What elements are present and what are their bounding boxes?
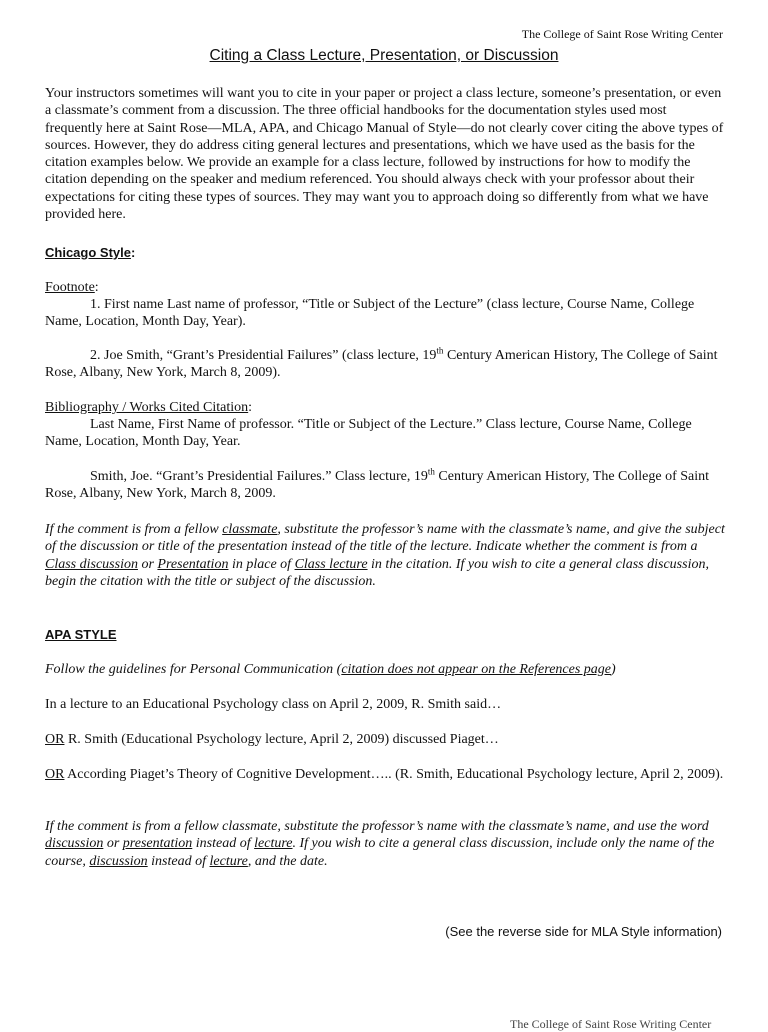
note-underlined-class-lecture: Class lecture: [294, 556, 368, 572]
footnote-label-colon: :: [94, 280, 99, 295]
chicago-heading-colon: :: [130, 245, 136, 260]
note-underlined-lecture: lecture: [254, 836, 293, 852]
note-underlined-presentation: presentation: [122, 836, 193, 852]
bibliography-example: [45, 468, 725, 503]
footnote-example: [45, 347, 725, 382]
guideline-underlined: citation does not appear on the References page: [341, 662, 612, 677]
note-text: If the comment is from a fellow: [45, 522, 223, 537]
apa-example-2-text: R. Smith (Educational Psychology lecture, April 2, 2009) discussed Piaget…: [64, 732, 499, 747]
note-text: or: [137, 556, 158, 572]
footnote-example-part-a: 2. Joe Smith, “Grant’s Presidential Failures” (class lecture, 19: [90, 348, 437, 363]
footnote-label-text: Footnote: [45, 280, 95, 295]
note-text: instead of: [147, 853, 210, 869]
apa-heading: APA STYLE: [45, 627, 117, 642]
note-underlined-lecture: lecture: [209, 853, 248, 869]
bibliography-label-text: Bibliography / Works Cited Citation: [45, 400, 249, 415]
chicago-heading-text: Chicago Style: [45, 245, 131, 260]
note-text: , and the date.: [247, 853, 328, 869]
note-text: If the comment is from a fellow classmate, substitute the professor’s name with the classmate’s name, and use the word: [45, 819, 709, 834]
or-label: OR: [45, 767, 65, 782]
note-underlined-discussion: discussion: [89, 853, 148, 869]
apa-example-3: [45, 766, 725, 783]
apa-example-1: In a lecture to an Educational Psychology class on April 2, 2009, R. Smith said…: [45, 697, 502, 712]
bottom-footer-text: The College of Saint Rose Writing Center: [510, 1017, 712, 1031]
note-underlined-class-discussion: Class discussion: [45, 556, 138, 572]
bibliography-example-part-b: Century American History, The College of Saint Rose, Albany, New York, March 8, 2009.: [45, 469, 710, 502]
note-underlined-discussion: discussion: [45, 836, 104, 852]
apa-example-3-text: According Piaget’s Theory of Cognitive Development….. (R. Smith, Educational Psychology lecture, April 2, 2009).: [64, 767, 724, 782]
chicago-classmate-note: [45, 521, 725, 590]
bibliography-example-sup: th: [427, 466, 435, 477]
footnote-example-part-b: Century American History, The College of Saint Rose, Albany, New York, March 8, 2009).: [45, 348, 718, 381]
note-underlined-presentation: Presentation: [157, 556, 229, 572]
institution-header: The College of Saint Rose Writing Center: [521, 27, 723, 41]
footnote-label: [45, 279, 725, 296]
note-text: instead of: [192, 836, 255, 852]
note-text: , substitute the professor’s name with the classmate’s name, and give the subject of the discussion or title of the presentation instead of the title of the lecture. Indicate whether the comment is from a: [45, 522, 725, 555]
apa-classmate-note: [45, 818, 725, 870]
guideline-text: ): [611, 662, 616, 677]
footnote-example-sup: th: [436, 345, 444, 356]
bibliography-label: [45, 399, 725, 416]
note-text: . If you wish to cite a general class discussion, include only the name of the course,: [45, 836, 715, 869]
or-label: OR: [45, 732, 65, 747]
bibliography-example-part-a: Smith, Joe. “Grant’s Presidential Failures.” Class lecture, 19: [90, 469, 428, 484]
bibliography-template: Last Name, First Name of professor. “Title or Subject of the Lecture.” Class lecture, Course Name, College Name, Location, Month Day, Year.: [45, 417, 692, 450]
note-text: in place of: [228, 556, 295, 572]
note-text: in the citation. If you wish to cite a general class discussion, begin the citation with the title or subject of the discussion.: [45, 556, 709, 589]
chicago-heading: [45, 245, 135, 260]
note-underlined-classmate: classmate: [222, 522, 278, 537]
apa-example-2: [45, 731, 725, 748]
bibliography-label-colon: :: [248, 400, 253, 415]
footnote-template: 1. First name Last name of professor, “Title or Subject of the Lecture” (class lecture, Course Name, College Name, Location, Month Day, Year).: [45, 297, 695, 330]
note-text: or: [103, 836, 123, 852]
intro-paragraph: Your instructors sometimes will want you to cite in your paper or project a class lecture, someone’s presentation, or even a classmate’s comment from a discussion. The three official handbooks for the documentation styles used most frequently here at Saint Rose—MLA, APA, and Chicago Manual of Style—do not clearly cover citing the above types of sources. However, they do address citing general lectures and presentations, which we have used as the basis for the citation examples below. We provide an example for a class lecture, followed by instructions for how to modify the citation depending on the speaker and medium referenced. You should always check with your professor about their expectations for citing these types of sources. They may want you to approach doing so differently from what we have provided here.: [45, 86, 724, 223]
reverse-side-note: (See the reverse side for MLA Style information): [445, 924, 722, 939]
page-title: Citing a Class Lecture, Presentation, or Discussion: [209, 47, 559, 64]
guideline-text: Follow the guidelines for Personal Communication (: [45, 662, 342, 677]
apa-guideline: [45, 661, 725, 678]
